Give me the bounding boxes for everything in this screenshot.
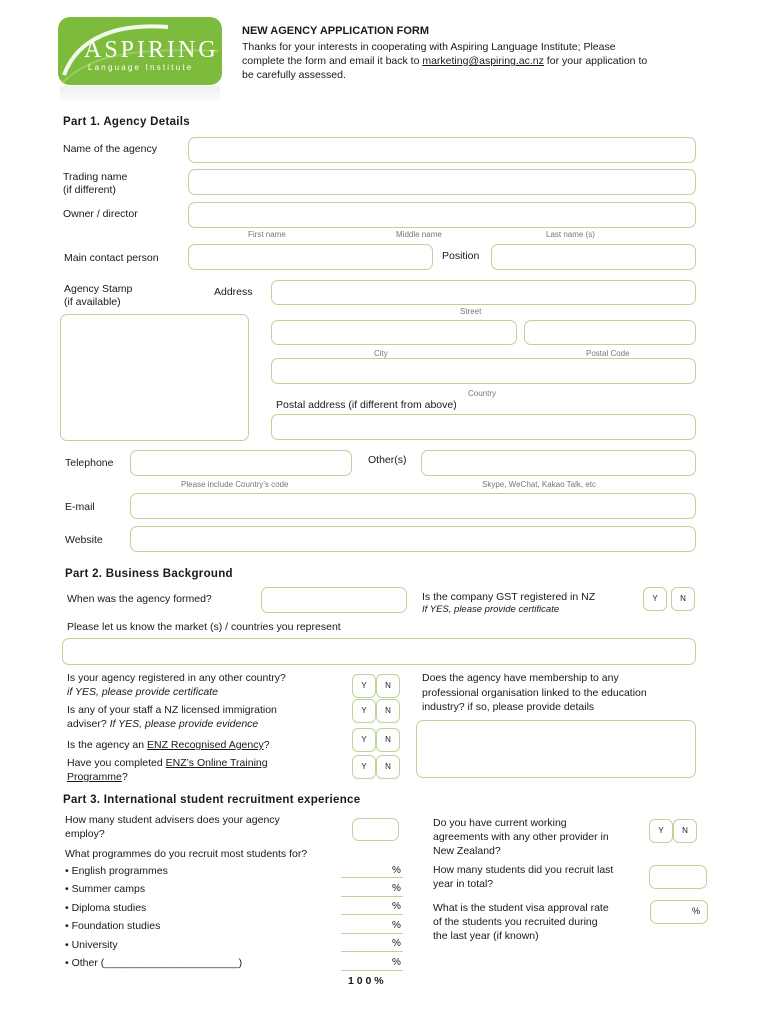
advisers-question: How many student advisers does your agency — [65, 814, 280, 826]
percent-sign: % — [392, 883, 401, 894]
part1-heading: Part 1. Agency Details — [63, 116, 190, 128]
country-caption: Country — [468, 389, 497, 398]
programme-item: • Foundation studies — [65, 920, 161, 932]
street-caption: Street — [460, 307, 482, 316]
middle-name-caption: Middle name — [396, 230, 442, 239]
programme-item: • Other (_______________________) — [65, 957, 243, 969]
registered-no-box[interactable]: N — [376, 674, 400, 698]
staff-question-note: If YES, please provide evidence — [109, 718, 259, 730]
training-question — [67, 756, 268, 770]
programme-label: Foundation studies — [71, 920, 161, 932]
recruited-question: How many students did you recruit last — [433, 864, 614, 876]
position-field[interactable] — [491, 244, 696, 270]
agreements-question: Do you have current working — [433, 817, 567, 829]
staff-question-pre: adviser? — [67, 718, 110, 730]
membership-question-line-3: industry? if so, please provide details — [422, 701, 595, 713]
training-question-pre: Have you completed — [67, 757, 166, 769]
recruited-question-line-2: year in total? — [433, 878, 494, 890]
membership-question-line-2: professional organisation linked to the education — [422, 687, 647, 699]
staff-yes-box[interactable]: Y — [352, 699, 376, 723]
agreements-question-line-2: agreements with any other provider in — [433, 831, 609, 843]
training-question-post: ? — [121, 771, 128, 783]
email-link[interactable]: marketing@aspiring.ac.nz — [422, 55, 544, 67]
gst-label: Is the company GST registered in NZ — [422, 591, 596, 603]
part3-heading: Part 3. International student recruitment experience — [63, 794, 361, 806]
percent-sign: % — [392, 957, 401, 968]
percent-line[interactable] — [341, 877, 403, 878]
intro-line-2-post: for your application to — [543, 55, 648, 67]
enz-link[interactable]: ENZ Recognised Agency — [146, 739, 264, 751]
telephone-field[interactable] — [130, 450, 352, 476]
agreements-yes-box[interactable]: Y — [649, 819, 673, 843]
postal-code-field[interactable] — [524, 320, 696, 345]
logo — [58, 17, 222, 85]
enz-question-pre: Is the agency an — [67, 739, 147, 751]
country-field[interactable] — [271, 358, 696, 384]
agreements-no-box[interactable]: N — [673, 819, 697, 843]
enz-question-post: ? — [263, 739, 270, 751]
training-question-line-2 — [67, 770, 128, 784]
programme-label: Summer camps — [71, 883, 146, 895]
gst-yes-box[interactable]: Y — [643, 587, 667, 611]
website-field[interactable] — [130, 526, 696, 552]
visa-percent-sign: % — [692, 906, 701, 916]
trading-name-label-note: (if different) — [63, 184, 116, 196]
owner-field[interactable] — [188, 202, 696, 228]
training-yes-box[interactable]: Y — [352, 755, 376, 779]
logo-subtitle: Language Institute — [88, 63, 194, 72]
enz-no-box[interactable]: N — [376, 728, 400, 752]
gst-no-box[interactable]: N — [671, 587, 695, 611]
email-label: E-mail — [65, 501, 95, 513]
training-link-2[interactable]: Programme — [67, 771, 122, 783]
percent-line[interactable] — [341, 914, 403, 915]
programme-item: • Summer camps — [65, 883, 146, 895]
membership-question: Does the agency have membership to any — [422, 672, 619, 684]
staff-question-line-2 — [67, 717, 258, 731]
membership-details-box[interactable] — [416, 720, 696, 778]
website-label: Website — [65, 534, 103, 546]
stamp-label-note: (if available) — [64, 296, 121, 308]
agreements-question-line-3: New Zealand? — [433, 845, 501, 857]
staff-question: Is any of your staff a NZ licensed immigration — [67, 704, 277, 716]
market-field[interactable] — [62, 638, 696, 665]
postal-code-caption: Postal Code — [586, 349, 630, 358]
visa-question-line-2: of the students you recruited during — [433, 916, 598, 928]
agency-stamp-box[interactable] — [60, 314, 249, 441]
programmes-question: What programmes do you recruit most students for? — [65, 848, 308, 860]
staff-no-box[interactable]: N — [376, 699, 400, 723]
intro-line-3: be carefully assessed. — [242, 69, 346, 81]
registered-note: if YES, please provide certificate — [67, 686, 218, 698]
postal-address-field[interactable] — [271, 414, 696, 440]
formed-field[interactable] — [261, 587, 407, 613]
formed-label: When was the agency formed? — [67, 593, 212, 605]
percent-sign: % — [392, 865, 401, 876]
programme-item: • English programmes — [65, 865, 168, 877]
percent-line[interactable] — [341, 951, 403, 952]
city-caption: City — [374, 349, 388, 358]
street-field[interactable] — [271, 280, 696, 305]
visa-question: What is the student visa approval rate — [433, 902, 609, 914]
stamp-label: Agency Stamp — [64, 283, 133, 295]
last-name-caption: Last name (s) — [546, 230, 595, 239]
position-label: Position — [442, 250, 480, 262]
programme-label: University — [71, 939, 118, 951]
others-label: Other(s) — [368, 454, 407, 466]
intro-line-2 — [242, 54, 647, 68]
advisers-field[interactable] — [352, 818, 399, 841]
registered-question: Is your agency registered in any other country? — [67, 672, 286, 684]
agency-name-label: Name of the agency — [63, 143, 157, 155]
others-hint: Skype, WeChat, Kakao Talk, etc — [482, 480, 596, 489]
agency-name-field[interactable] — [188, 137, 696, 163]
gst-note: If YES, please provide certificate — [422, 604, 560, 615]
intro-line-1: Thanks for your interests in cooperating with Aspiring Language Institute; Please — [242, 41, 616, 53]
main-contact-field[interactable] — [188, 244, 433, 270]
registered-yes-box[interactable]: Y — [352, 674, 376, 698]
trading-name-label: Trading name — [63, 171, 128, 183]
percent-sign: % — [392, 920, 401, 931]
owner-label: Owner / director — [63, 208, 138, 220]
logo-shadow — [60, 86, 220, 104]
part2-heading: Part 2. Business Background — [65, 568, 233, 580]
programme-label: Other (_______________________) — [71, 957, 243, 969]
recruited-field[interactable] — [649, 865, 707, 889]
programme-label: Diploma studies — [71, 902, 147, 914]
logo-name: ASPIRING — [84, 37, 219, 63]
percent-line[interactable] — [341, 896, 403, 897]
percent-total: 1 0 0 % — [348, 975, 384, 987]
market-label: Please let us know the market (s) / countries you represent — [67, 621, 341, 633]
percent-sign: % — [392, 901, 401, 912]
training-link[interactable]: ENZ’s Online Training — [165, 757, 268, 769]
percent-line[interactable] — [341, 933, 403, 934]
percent-line[interactable] — [341, 970, 403, 971]
programme-item: • Diploma studies — [65, 902, 147, 914]
training-no-box[interactable]: N — [376, 755, 400, 779]
form-title: NEW AGENCY APPLICATION FORM — [242, 25, 429, 37]
enz-yes-box[interactable]: Y — [352, 728, 376, 752]
others-field[interactable] — [421, 450, 696, 476]
city-field[interactable] — [271, 320, 517, 345]
advisers-question-line-2: employ? — [65, 828, 105, 840]
programme-item: • University — [65, 939, 118, 951]
email-field[interactable] — [130, 493, 696, 519]
first-name-caption: First name — [248, 230, 286, 239]
enz-question — [67, 738, 270, 752]
programme-label: English programmes — [71, 865, 168, 877]
telephone-hint: Please include Country’s code — [181, 480, 289, 489]
address-label: Address — [214, 286, 253, 298]
main-contact-label: Main contact person — [64, 252, 159, 264]
telephone-label: Telephone — [65, 457, 114, 469]
trading-name-field[interactable] — [188, 169, 696, 195]
visa-question-line-3: the last year (if known) — [433, 930, 539, 942]
postal-address-label: Postal address (if different from above) — [276, 399, 457, 411]
intro-line-2-pre: complete the form and email it back to — [242, 55, 423, 67]
percent-sign: % — [392, 938, 401, 949]
